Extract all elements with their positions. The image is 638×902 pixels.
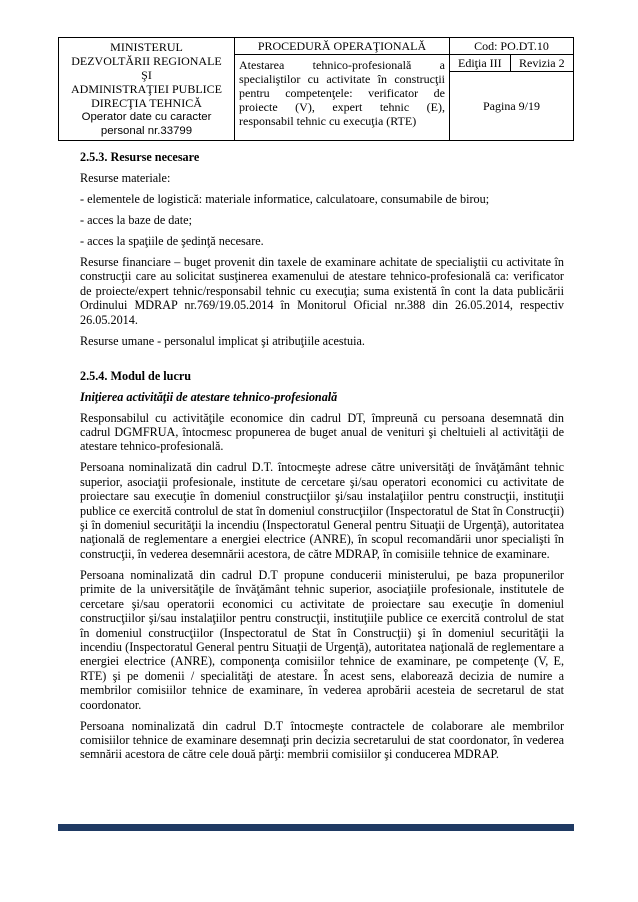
paragraph-budget: Responsabilul cu activităţile economice din cadrul DT, împreună cu persoana desemnată din cadrul DGMFRUA, întocmesc propunerea de buget anual de venituri şi cheltuieli al activităţii de atestare tehnico-profesională.: [80, 410, 564, 454]
resource-item-logistics: - elementele de logistică: materiale informatice, calculatoare, consumabile de birou;: [80, 192, 490, 206]
operator-line-2: personal nr.33799: [100, 125, 193, 137]
paragraph-addresses: Persoana nominalizată din cadrul D.T. întocmeşte adrese către universităţi de învăţământ tehnic superior, asociaţii profesionale, institute de cercetare şi/sau operatori economici cu activitate de proiectare sau execuţie în domeniul construcţiilor şi/sau instalaţiilor pentru construcţii, instituţii publice ce exercită controlul de stat în domeniul construcţiilor (Inspectoratul de Stat în Construcţii) şi în domeniul securităţii la incendiu (Inspectoratul General pentru Situaţii de Urgenţă), autoritatea naţională de reglementare a energiei electrice (ANRE), în scopul recomandării unor specialişti în construcţii, în vederea desemnării acestora, de către MDRAP, în comisiile tehnice de examinare.: [80, 460, 564, 561]
ministry-line-3: ŞI: [141, 68, 152, 82]
ministry-line-4: ADMINISTRAŢIEI PUBLICE: [71, 82, 222, 96]
page-number: Pagina 9/19: [450, 72, 574, 141]
footer-bar: [58, 824, 574, 831]
operator-line-1: Operator date cu caracter: [81, 111, 212, 123]
document-header-table: [58, 37, 574, 141]
edition-revision-cell: [450, 55, 574, 72]
procedure-description-main: Atestarea tehnico-profesională a specialiştilor cu activitate în construcţii pentru competenţele: verificator de proiecte (V), expert tehnic (E),: [239, 58, 445, 114]
document-body: [80, 150, 564, 768]
procedure-title: PROCEDURĂ OPERAŢIONALĂ: [235, 38, 450, 55]
section-heading-workflow: 2.5.4. Modul de lucru: [80, 368, 192, 383]
edition-label: Ediţia III: [450, 55, 510, 71]
procedure-description-end: responsabil tehnic cu execuţia (RTE): [239, 114, 417, 128]
subsection-heading-initiation: Iniţierea activităţii de atestare tehnico-profesională: [80, 389, 338, 404]
ministry-line-5: DIRECŢIA TEHNICĂ: [91, 96, 202, 110]
resource-item-meeting-rooms: - acces la spaţiile de şedinţă necesare.: [80, 234, 264, 248]
resources-human-paragraph: Resurse umane - personalul implicat şi atribuţiile acestuia.: [80, 333, 365, 348]
ministry-line-2: DEZVOLTĂRII REGIONALE: [71, 54, 222, 68]
paragraph-commissions: Persoana nominalizată din cadrul D.T propune conducerii ministerului, pe baza propunerilor primite de la universităţile de învăţământ tehnic superior, asociaţiile profesionale, institutele de cercetare şi/sau operatorii economici cu activitate de proiectare sau execuţie în domeniul construcţiilor şi/sau instalaţiilor pentru construcţii, instituţiile publice ce exercită controlul de stat în domeniul construcţiilor (Inspectoratul de Stat în Construcţii) şi în domeniul securităţii la incendiu (Inspectoratul General pentru Situaţii de Urgenţă), autoritatea naţională de reglementare a energiei electrice (ANRE), componenţa comisiilor tehnice de examinare, pe competenţe (V, E, RTE) şi pe domenii / specialităţi de atestare. În acest sens, elaborează decizia de numire a membrilor comisiilor tehnice de examinare, în vederea aprobării acesteia de secretarul de stat coordonator.: [80, 567, 564, 712]
resources-material-label: Resurse materiale:: [80, 171, 171, 185]
ministry-cell: [59, 38, 235, 141]
revision-label: Revizia 2: [518, 56, 565, 70]
procedure-description: [235, 55, 450, 141]
resources-financial-paragraph: Resurse financiare – buget provenit din taxele de examinare achitate de specialiştii cu activitate în construcţii care au solicitat susţinerea examenului de atestare tehnico-profesională ca: verificator de proiecte/expert tehnic/responsabil tehnic cu execuţia; suma existentă în cont la data publicării Ordinului MDRAP nr.769/19.05.2014 în Monitorul Oficial nr.388 din 26.05.2014, respectiv 26.05.2014.: [80, 255, 564, 327]
ministry-line-1: MINISTERUL: [110, 40, 183, 54]
resource-item-databases: - acces la baze de date;: [80, 213, 192, 227]
document-code: Cod: PO.DT.10: [450, 38, 574, 55]
paragraph-contracts: Persoana nominalizată din cadrul D.T întocmeşte contractele de colaborare ale membrilor comisiilor tehnice de examinare desemnaţi prin decizia secretarului de stat coordonator, în vederea semnării acestora de către cele două părţi: membrii comisiilor şi conducerea MDRAP.: [80, 718, 564, 762]
section-heading-resources: 2.5.3. Resurse necesare: [80, 150, 200, 164]
